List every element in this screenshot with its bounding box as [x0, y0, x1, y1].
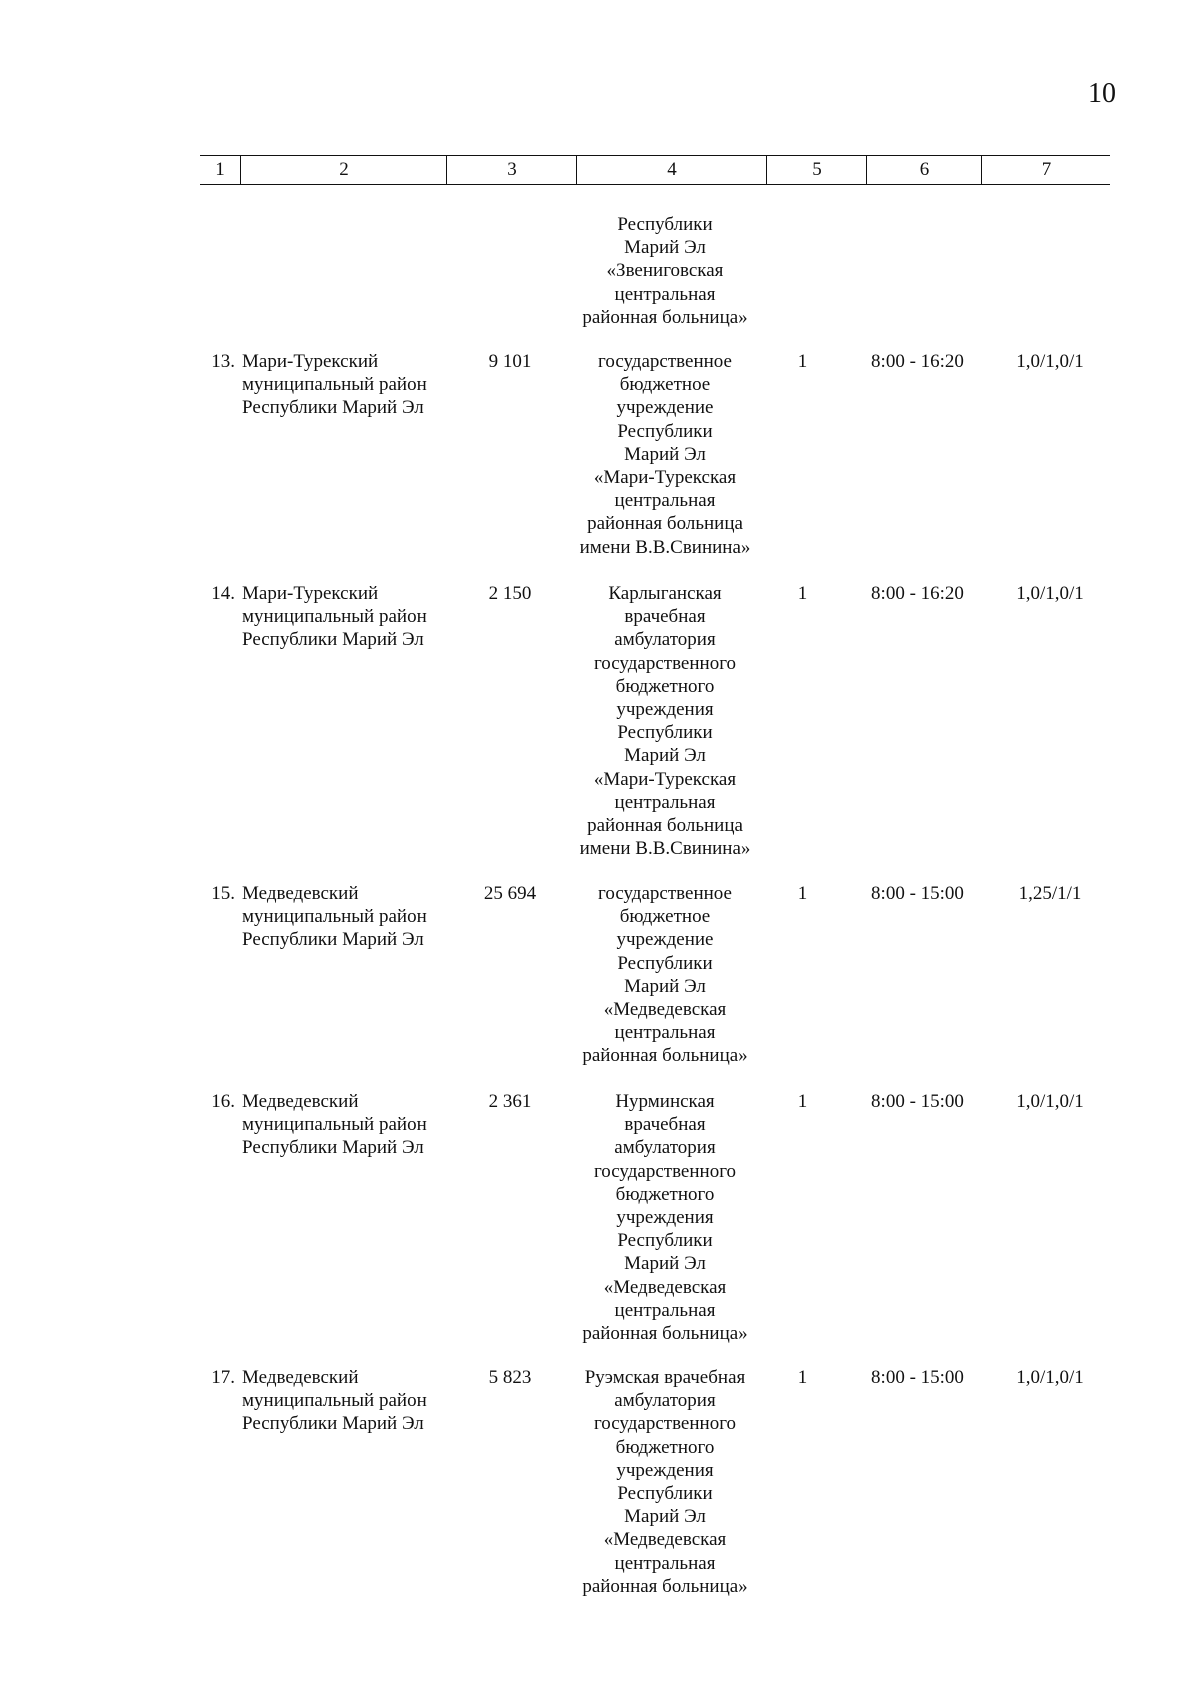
header-col-4: 4	[576, 156, 767, 184]
population: 9 101	[488, 351, 532, 372]
working-hours: 8:00 - 15:00	[871, 1091, 964, 1112]
working-hours: 8:00 - 15:00	[871, 883, 964, 904]
staff-rate: 1,0/1,0/1	[1016, 351, 1084, 372]
header-col-7: 7	[981, 156, 1111, 184]
working-hours: 8:00 - 16:20	[871, 351, 964, 372]
population: 2 361	[488, 1091, 532, 1112]
count: 1	[797, 1091, 808, 1112]
page-number: 10	[1088, 78, 1116, 109]
row-number: 14.	[211, 583, 235, 604]
institution: государственное бюджетное учреждение Республики Марий Эл «Медведевская центральная районная больница»	[582, 883, 748, 1067]
staff-rate: 1,0/1,0/1	[1016, 583, 1084, 604]
count: 1	[797, 351, 808, 372]
institution: государственное бюджетное учреждение Республики Марий Эл «Мари-Турекская центральная районная больница имени В.В.Свинина»	[579, 351, 751, 558]
header-col-5: 5	[766, 156, 867, 184]
district-name: Медведевский муниципальный район Республики Марий Эл	[242, 883, 427, 951]
population: 2 150	[488, 583, 532, 604]
district-name: Мари-Турекский муниципальный район Республики Марий Эл	[242, 351, 427, 419]
staff-rate: 1,25/1/1	[1018, 883, 1082, 904]
row-number: 15.	[211, 883, 235, 904]
institution: Руэмская врачебная амбулатория государственного бюджетного учреждения Республики Марий Эл «Медведевская центральная районная больница»	[582, 1367, 748, 1597]
header-col-6: 6	[866, 156, 982, 184]
header-col-1: 1	[215, 159, 225, 180]
count: 1	[797, 583, 808, 604]
row-number: 17.	[211, 1367, 235, 1388]
header-col-2: 2	[240, 156, 447, 184]
working-hours: 8:00 - 15:00	[871, 1367, 964, 1388]
continuation-org: Республики Марий Эл «Звениговская центральная районная больница»	[582, 214, 748, 328]
count: 1	[797, 883, 808, 904]
row-number: 13.	[211, 351, 235, 372]
count: 1	[797, 1367, 808, 1388]
institution: Нурминская врачебная амбулатория государственного бюджетного учреждения Республики Марий Эл «Медведевская центральная районная больница»	[582, 1091, 748, 1345]
staff-rate: 1,0/1,0/1	[1016, 1091, 1084, 1112]
working-hours: 8:00 - 16:20	[871, 583, 964, 604]
population: 25 694	[483, 883, 537, 904]
district-name: Медведевский муниципальный район Республики Марий Эл	[242, 1091, 427, 1159]
institution: Карлыганская врачебная амбулатория государственного бюджетного учреждения Республики Марий Эл «Мари-Турекская центральная районная больница имени В.В.Свинина»	[579, 583, 751, 860]
population: 5 823	[488, 1367, 532, 1388]
staff-rate: 1,0/1,0/1	[1016, 1367, 1084, 1388]
row-number: 16.	[211, 1091, 235, 1112]
table-header	[200, 155, 1110, 185]
district-name: Мари-Турекский муниципальный район Республики Марий Эл	[242, 583, 427, 651]
header-col-3: 3	[446, 156, 577, 184]
district-name: Медведевский муниципальный район Республики Марий Эл	[242, 1367, 427, 1435]
